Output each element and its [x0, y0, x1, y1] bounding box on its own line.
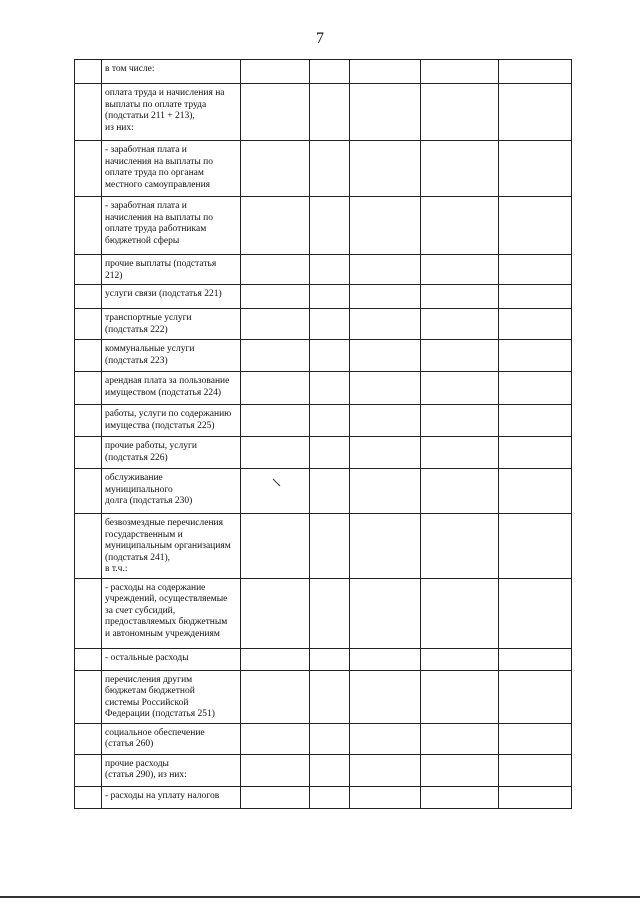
stray-pen-mark: [272, 478, 282, 488]
value-cell: [310, 197, 350, 255]
row-label-cell: [102, 437, 241, 469]
value-cell: [310, 670, 350, 723]
value-cell: [499, 514, 572, 579]
table-row: [75, 578, 572, 648]
row-label-cell: [102, 670, 241, 723]
value-cell: [241, 648, 310, 670]
value-cell: [241, 255, 310, 285]
expenditure-table: [74, 59, 572, 809]
row-label: - заработная плата и начисления на выплаты по оплате труда работникам бюджетной сферы: [105, 201, 213, 246]
value-cell: [421, 141, 499, 197]
row-number-cell: [75, 60, 102, 84]
value-cell: [310, 437, 350, 469]
row-number-cell: [75, 437, 102, 469]
value-cell: [499, 670, 572, 723]
row-label-cell: [102, 514, 241, 579]
value-cell: [421, 437, 499, 469]
row-label: арендная плата за пользование имуществом (подстатья 224): [105, 376, 230, 398]
value-cell: [310, 309, 350, 340]
value-cell: [350, 786, 421, 808]
value-cell: [241, 786, 310, 808]
value-cell: [310, 255, 350, 285]
value-cell: [310, 372, 350, 405]
row-label-cell: [102, 340, 241, 372]
row-number-cell: [75, 372, 102, 405]
value-cell: [421, 405, 499, 437]
value-cell: [310, 514, 350, 579]
row-label: услуги связи (подстатья 221): [105, 289, 222, 299]
row-label: оплата труда и начисления на выплаты по оплате труда (подстатьи 211 + 213), из них:: [105, 88, 225, 133]
row-label-cell: [102, 60, 241, 84]
value-cell: [499, 372, 572, 405]
row-label-cell: [102, 578, 241, 648]
row-label-cell: [102, 285, 241, 309]
row-label-cell: [102, 405, 241, 437]
row-number-cell: [75, 786, 102, 808]
value-cell: [499, 340, 572, 372]
value-cell: [350, 197, 421, 255]
row-number-cell: [75, 340, 102, 372]
page-number: 7: [316, 30, 324, 47]
row-number-cell: [75, 578, 102, 648]
table-row: [75, 309, 572, 340]
value-cell: [350, 437, 421, 469]
value-cell: [421, 197, 499, 255]
table-row: [75, 60, 572, 84]
table-row: [75, 469, 572, 514]
value-cell: [310, 469, 350, 514]
value-cell: [350, 670, 421, 723]
value-cell: [499, 285, 572, 309]
value-cell: [499, 578, 572, 648]
row-number-cell: [75, 141, 102, 197]
row-number-cell: [75, 197, 102, 255]
value-cell: [241, 405, 310, 437]
value-cell: [350, 309, 421, 340]
value-cell: [350, 285, 421, 309]
value-cell: [499, 786, 572, 808]
value-cell: [350, 578, 421, 648]
value-cell: [421, 648, 499, 670]
table-row: [75, 405, 572, 437]
value-cell: [421, 786, 499, 808]
table-row: [75, 786, 572, 808]
value-cell: [310, 723, 350, 754]
value-cell: [310, 60, 350, 84]
value-cell: [350, 60, 421, 84]
value-cell: [421, 285, 499, 309]
row-label: - остальные расходы: [105, 652, 189, 663]
value-cell: [310, 84, 350, 141]
value-cell: [241, 309, 310, 340]
value-cell: [421, 670, 499, 723]
row-label-cell: [102, 84, 241, 141]
value-cell: [499, 141, 572, 197]
row-label: - расходы на содержание учреждений, осуществляемые за счет субсидий, предоставляемых бюджетным и автономным учреждениям: [105, 582, 228, 639]
row-label: работы, услуги по содержанию имущества (подстатья 225): [105, 409, 232, 431]
value-cell: [241, 285, 310, 309]
value-cell: [421, 84, 499, 141]
row-label: социальное обеспечение (статья 260): [105, 727, 205, 749]
value-cell: [241, 754, 310, 786]
value-cell: [421, 754, 499, 786]
table-row: [75, 372, 572, 405]
table-row: [75, 285, 572, 309]
value-cell: [350, 723, 421, 754]
value-cell: [421, 372, 499, 405]
value-cell: [241, 60, 310, 84]
value-cell: [350, 405, 421, 437]
value-cell: [499, 84, 572, 141]
row-number-cell: [75, 84, 102, 141]
value-cell: [421, 723, 499, 754]
value-cell: [350, 255, 421, 285]
row-label: коммунальные услуги (подстатья 223): [105, 344, 195, 366]
value-cell: [499, 60, 572, 84]
row-number-cell: [75, 754, 102, 786]
value-cell: [310, 648, 350, 670]
value-cell: [310, 285, 350, 309]
row-label-cell: [102, 754, 241, 786]
row-number-cell: [75, 648, 102, 670]
row-label: перечисления другим бюджетам бюджетной системы Российской Федерации (подстатья 251): [105, 674, 215, 719]
value-cell: [241, 670, 310, 723]
row-label-cell: [102, 372, 241, 405]
value-cell: [241, 197, 310, 255]
value-cell: [421, 255, 499, 285]
row-label: прочие расходы (статья 290), из них:: [105, 758, 187, 780]
table-row: [75, 437, 572, 469]
table-row: [75, 670, 572, 723]
table-row: [75, 723, 572, 754]
table-row: [75, 84, 572, 141]
value-cell: [241, 340, 310, 372]
value-cell: [241, 84, 310, 141]
page-bottom-rule: [0, 896, 640, 898]
value-cell: [499, 754, 572, 786]
row-label: прочие выплаты (подстатья 212): [105, 259, 217, 281]
row-label-cell: [102, 469, 241, 514]
row-label-cell: [102, 255, 241, 285]
value-cell: [499, 437, 572, 469]
value-cell: [421, 514, 499, 579]
value-cell: [310, 141, 350, 197]
value-cell: [350, 648, 421, 670]
table-row: [75, 255, 572, 285]
row-number-cell: [75, 255, 102, 285]
row-label: в том числе:: [105, 64, 155, 74]
value-cell: [421, 578, 499, 648]
row-label-cell: [102, 648, 241, 670]
value-cell: [241, 723, 310, 754]
value-cell: [499, 197, 572, 255]
value-cell: [421, 340, 499, 372]
row-label-cell: [102, 786, 241, 808]
value-cell: [350, 514, 421, 579]
value-cell: [499, 255, 572, 285]
table-row: [75, 648, 572, 670]
row-number-cell: [75, 670, 102, 723]
value-cell: [499, 648, 572, 670]
value-cell: [499, 723, 572, 754]
value-cell: [499, 469, 572, 514]
value-cell: [421, 469, 499, 514]
value-cell: [499, 309, 572, 340]
table-row: [75, 141, 572, 197]
value-cell: [350, 372, 421, 405]
value-cell: [241, 469, 310, 514]
value-cell: [310, 340, 350, 372]
value-cell: [241, 514, 310, 579]
value-cell: [310, 405, 350, 437]
row-label: прочие работы, услуги (подстатья 226): [105, 441, 197, 463]
row-label: - расходы на уплату налогов: [105, 790, 220, 801]
value-cell: [241, 437, 310, 469]
row-label: - заработная плата и начисления на выплаты по оплате труда по органам местного самоуправления: [105, 145, 213, 190]
row-number-cell: [75, 723, 102, 754]
value-cell: [499, 405, 572, 437]
row-number-cell: [75, 469, 102, 514]
value-cell: [310, 754, 350, 786]
value-cell: [241, 141, 310, 197]
value-cell: [421, 60, 499, 84]
row-label-cell: [102, 197, 241, 255]
value-cell: [421, 309, 499, 340]
table-row: [75, 754, 572, 786]
row-label: безвозмездные перечисления государственным и муниципальным организациям (подстатья 241), в т.ч.:: [105, 518, 231, 574]
row-label: транспортные услуги (подстатья 222): [105, 313, 192, 335]
row-number-cell: [75, 405, 102, 437]
table-row: [75, 514, 572, 579]
value-cell: [350, 141, 421, 197]
row-label-cell: [102, 723, 241, 754]
value-cell: [350, 469, 421, 514]
row-number-cell: [75, 285, 102, 309]
value-cell: [241, 372, 310, 405]
value-cell: [350, 84, 421, 141]
value-cell: [241, 578, 310, 648]
table-row: [75, 197, 572, 255]
value-cell: [310, 578, 350, 648]
value-cell: [350, 340, 421, 372]
row-label-cell: [102, 141, 241, 197]
value-cell: [350, 754, 421, 786]
row-number-cell: [75, 514, 102, 579]
row-label-cell: [102, 309, 241, 340]
table-row: [75, 340, 572, 372]
value-cell: [310, 786, 350, 808]
row-label: обслуживание муниципального долга (подстатья 230): [105, 473, 193, 506]
row-number-cell: [75, 309, 102, 340]
